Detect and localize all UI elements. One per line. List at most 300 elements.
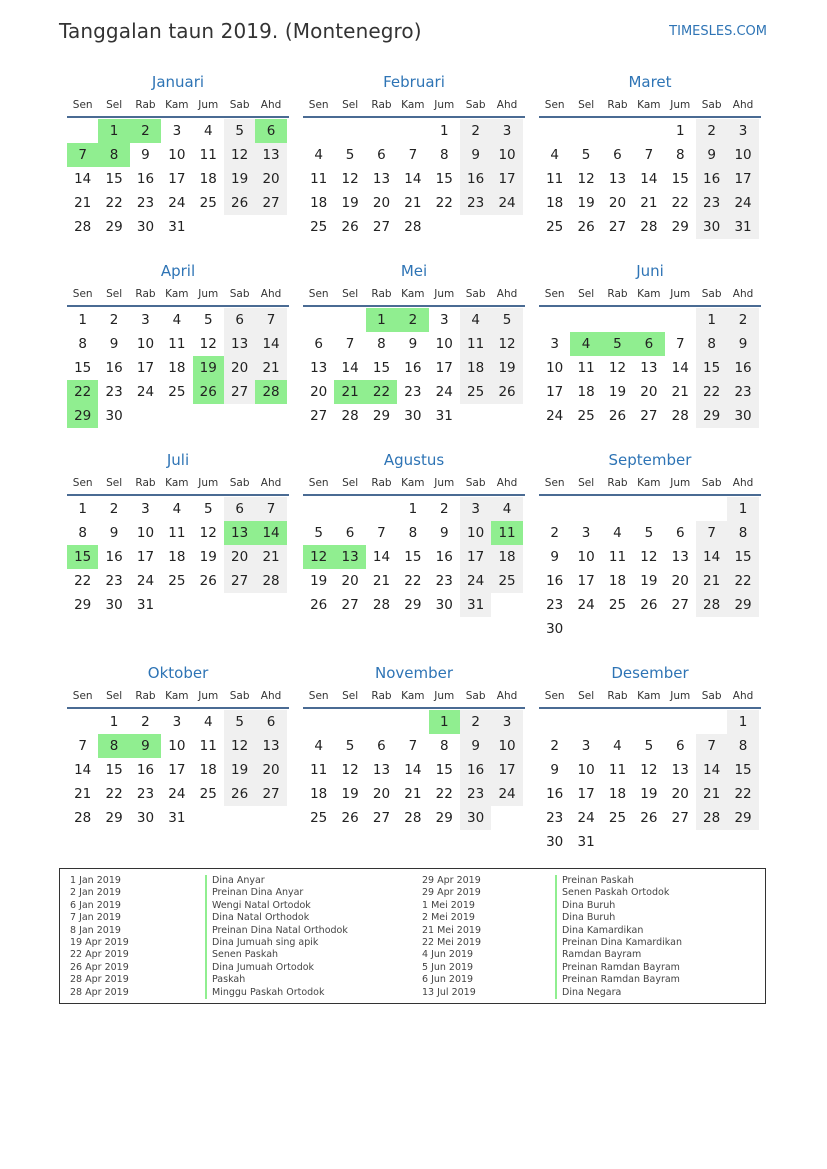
weekday-label: Sel <box>106 477 123 489</box>
day-cell: 9 <box>696 143 727 167</box>
day-cell: 27 <box>608 219 627 235</box>
weekday-label: Kam <box>401 99 425 111</box>
day-cell: 12 <box>640 549 658 565</box>
day-cell: 31 <box>727 215 758 239</box>
weekday-label: Jum <box>670 288 691 300</box>
day-cell: 4 <box>203 123 213 139</box>
weekday-header <box>303 283 525 307</box>
weekday-label: Sel <box>342 99 359 111</box>
day-cell: 17 <box>460 545 491 569</box>
month-title: Juni <box>636 262 664 280</box>
weekday-label: Sel <box>342 690 359 702</box>
weekday-label: Sen <box>544 99 565 111</box>
month-februari <box>303 70 525 239</box>
holiday-name: Dina Kamardikan <box>555 925 682 937</box>
day-cell: 16 <box>404 360 422 376</box>
weekday-label: Kam <box>401 477 425 489</box>
day-cell: 6 <box>613 147 622 163</box>
day-cell: 14 <box>640 171 658 187</box>
day-cell: 19 <box>640 573 658 589</box>
day-cell: 28 <box>696 806 727 830</box>
day-cell: 2 <box>696 119 727 143</box>
day-cell: 24 <box>727 191 758 215</box>
month-title: Januari <box>151 73 205 91</box>
holiday-day-cell: 5 <box>602 332 633 356</box>
day-cell: 28 <box>671 408 689 424</box>
holiday-name: Preinan Dina Anyar <box>205 887 348 899</box>
day-cell: 22 <box>727 569 758 593</box>
day-cell: 16 <box>105 549 123 565</box>
weekday-header <box>539 94 761 118</box>
weekday-label: Kam <box>165 477 189 489</box>
weekday-label: Ahd <box>496 99 518 111</box>
day-cell: 26 <box>199 573 217 589</box>
holiday-day-cell: 1 <box>366 308 397 332</box>
day-cell: 19 <box>224 758 255 782</box>
day-cell: 11 <box>460 332 491 356</box>
day-cell: 23 <box>105 573 123 589</box>
day-cell: 4 <box>203 714 213 730</box>
empty-cell <box>633 710 664 734</box>
holiday-day-cell: 29 <box>67 404 98 428</box>
day-cell: 19 <box>341 786 359 802</box>
day-cell: 3 <box>172 714 182 730</box>
day-cell: 25 <box>608 810 627 826</box>
day-cell: 13 <box>372 762 391 778</box>
day-cell: 14 <box>696 758 727 782</box>
day-cell: 21 <box>404 786 422 802</box>
day-cell: 30 <box>696 215 727 239</box>
month-juli <box>67 448 289 617</box>
weekday-label: Jum <box>434 288 455 300</box>
day-grid <box>67 710 289 830</box>
day-cell: 10 <box>577 762 595 778</box>
day-cell: 21 <box>696 569 727 593</box>
site-link[interactable]: TIMESLES.COM <box>669 24 767 39</box>
day-cell: 22 <box>435 786 453 802</box>
weekday-label: Kam <box>165 99 189 111</box>
empty-cell <box>602 710 633 734</box>
holiday-date: 21 Mei 2019 <box>422 924 481 936</box>
day-cell: 26 <box>224 191 255 215</box>
day-cell: 23 <box>460 782 491 806</box>
day-cell: 20 <box>372 786 391 802</box>
day-cell: 31 <box>577 834 595 850</box>
day-cell: 8 <box>675 147 685 163</box>
weekday-label: Sen <box>72 690 93 702</box>
holiday-date: 26 Apr 2019 <box>70 961 129 973</box>
day-cell: 6 <box>377 147 386 163</box>
day-cell: 21 <box>255 356 286 380</box>
holiday-name: Dina Buruh <box>555 912 682 924</box>
holiday-day-cell: 22 <box>67 380 98 404</box>
weekday-label: Kam <box>637 690 661 702</box>
day-cell: 22 <box>727 782 758 806</box>
day-cell: 15 <box>105 762 123 778</box>
day-cell: 18 <box>199 171 217 187</box>
day-cell: 11 <box>310 762 328 778</box>
day-cell: 18 <box>310 195 328 211</box>
holiday-date: 4 Jun 2019 <box>422 949 474 961</box>
weekday-label: Jum <box>198 690 219 702</box>
day-cell: 18 <box>546 195 564 211</box>
holiday-day-cell: 12 <box>303 545 334 569</box>
empty-cell <box>633 308 664 332</box>
day-cell: 1 <box>408 501 418 517</box>
weekday-label: Ahd <box>260 99 282 111</box>
day-cell: 13 <box>372 171 391 187</box>
weekday-label: Jum <box>434 477 455 489</box>
day-cell: 10 <box>727 143 758 167</box>
day-cell: 9 <box>109 336 119 352</box>
day-cell: 20 <box>671 573 689 589</box>
weekday-header <box>539 685 761 709</box>
empty-cell <box>602 497 633 521</box>
day-cell: 2 <box>460 119 491 143</box>
day-cell: 22 <box>105 195 123 211</box>
weekday-label: Sel <box>106 99 123 111</box>
day-cell: 24 <box>460 569 491 593</box>
day-cell: 3 <box>581 738 591 754</box>
month-september <box>539 448 761 641</box>
month-oktober <box>67 661 289 830</box>
holiday-name: Dina Jumuah Ortodok <box>205 962 348 974</box>
holiday-name: Wengi Natal Ortodok <box>205 900 348 912</box>
day-cell: 17 <box>491 758 522 782</box>
day-cell: 16 <box>696 167 727 191</box>
holiday-day-cell: 1 <box>429 710 460 734</box>
day-cell: 13 <box>671 549 689 565</box>
day-cell: 28 <box>404 219 422 235</box>
day-cell: 2 <box>460 710 491 734</box>
day-cell: 1 <box>696 308 727 332</box>
day-cell: 19 <box>310 573 328 589</box>
day-cell: 27 <box>224 380 255 404</box>
day-cell: 31 <box>168 810 186 826</box>
empty-cell <box>397 710 428 734</box>
day-cell: 31 <box>435 408 453 424</box>
weekday-label: Ahd <box>260 288 282 300</box>
page-title: Tanggalan taun 2019. (Montenegro) <box>59 19 422 43</box>
weekday-label: Rab <box>607 99 628 111</box>
day-cell: 3 <box>141 501 150 517</box>
holiday-date: 5 Jun 2019 <box>422 961 474 973</box>
holiday-day-cell: 6 <box>633 332 664 356</box>
day-cell: 29 <box>671 219 689 235</box>
day-cell: 30 <box>546 834 564 850</box>
day-cell: 27 <box>372 810 391 826</box>
weekday-label: Sab <box>701 99 722 111</box>
weekday-label: Jum <box>670 99 691 111</box>
weekday-label: Sab <box>465 99 486 111</box>
day-cell: 7 <box>408 738 418 754</box>
day-cell: 3 <box>172 123 182 139</box>
day-cell: 14 <box>671 360 689 376</box>
day-cell: 2 <box>550 738 559 754</box>
day-cell: 10 <box>136 525 155 541</box>
weekday-label: Sab <box>229 477 250 489</box>
day-cell: 7 <box>78 738 87 754</box>
day-cell: 5 <box>203 312 213 328</box>
weekday-label: Sen <box>72 477 93 489</box>
day-cell: 1 <box>78 501 87 517</box>
day-cell: 2 <box>109 312 119 328</box>
day-cell: 12 <box>224 734 255 758</box>
day-cell: 2 <box>439 501 449 517</box>
day-cell: 5 <box>224 119 255 143</box>
weekday-label: Rab <box>607 288 628 300</box>
day-grid <box>539 497 761 641</box>
day-cell: 15 <box>435 171 453 187</box>
day-cell: 7 <box>255 308 286 332</box>
day-cell: 11 <box>168 525 186 541</box>
day-cell: 6 <box>224 308 255 332</box>
day-cell: 3 <box>581 525 591 541</box>
weekday-label: Sen <box>544 690 565 702</box>
day-cell: 16 <box>546 786 564 802</box>
empty-cell <box>334 119 365 143</box>
weekday-label: Rab <box>371 99 392 111</box>
day-cell: 21 <box>372 573 391 589</box>
day-cell: 28 <box>74 219 92 235</box>
weekday-header <box>303 685 525 709</box>
day-cell: 10 <box>168 147 186 163</box>
day-cell: 6 <box>345 525 355 541</box>
day-cell: 26 <box>341 219 359 235</box>
day-cell: 29 <box>404 597 422 613</box>
day-grid <box>539 710 761 854</box>
month-title: September <box>608 451 692 469</box>
day-cell: 8 <box>78 336 87 352</box>
day-cell: 30 <box>404 408 422 424</box>
day-cell: 16 <box>460 167 491 191</box>
day-cell: 26 <box>640 810 658 826</box>
day-cell: 6 <box>255 710 286 734</box>
day-cell: 7 <box>696 521 727 545</box>
day-cell: 19 <box>224 167 255 191</box>
day-cell: 27 <box>224 569 255 593</box>
month-mei <box>303 259 525 428</box>
weekday-label: Ahd <box>732 99 754 111</box>
weekday-label: Sel <box>342 288 359 300</box>
holiday-date: 22 Apr 2019 <box>70 949 129 961</box>
day-cell: 30 <box>136 810 155 826</box>
weekday-label: Jum <box>670 690 691 702</box>
day-cell: 5 <box>345 738 355 754</box>
day-cell: 18 <box>168 360 186 376</box>
day-cell: 18 <box>491 545 522 569</box>
empty-cell <box>397 119 428 143</box>
day-cell: 27 <box>671 597 689 613</box>
day-cell: 10 <box>168 738 186 754</box>
day-cell: 3 <box>727 119 758 143</box>
day-cell: 12 <box>577 171 595 187</box>
weekday-label: Rab <box>371 690 392 702</box>
weekday-label: Rab <box>371 477 392 489</box>
weekday-label: Ahd <box>732 477 754 489</box>
weekday-label: Sab <box>465 288 486 300</box>
day-cell: 3 <box>491 119 522 143</box>
day-cell: 21 <box>671 384 689 400</box>
day-cell: 20 <box>341 573 359 589</box>
day-cell: 6 <box>314 336 323 352</box>
day-cell: 28 <box>74 810 92 826</box>
empty-cell <box>633 497 664 521</box>
day-cell: 11 <box>546 171 564 187</box>
day-grid <box>67 119 289 239</box>
weekday-label: Ahd <box>260 690 282 702</box>
day-cell: 20 <box>372 195 391 211</box>
day-cell: 6 <box>224 497 255 521</box>
empty-cell <box>366 710 397 734</box>
holiday-name: Preinan Dina Natal Orthodok <box>205 925 348 937</box>
holiday-name: Dina Jumuah sing apik <box>205 937 348 949</box>
day-grid <box>303 497 525 617</box>
day-cell: 9 <box>408 336 418 352</box>
day-cell: 15 <box>435 762 453 778</box>
month-title: November <box>374 664 454 682</box>
weekday-label: Sab <box>229 690 250 702</box>
day-cell: 30 <box>105 597 123 613</box>
weekday-label: Ahd <box>496 288 518 300</box>
month-title: Mei <box>400 262 428 280</box>
day-grid <box>303 710 525 830</box>
day-cell: 9 <box>439 525 449 541</box>
day-cell: 20 <box>224 545 255 569</box>
holiday-date: 2 Jan 2019 <box>70 887 121 899</box>
weekday-label: Ahd <box>732 288 754 300</box>
day-cell: 22 <box>435 195 453 211</box>
empty-cell <box>366 497 397 521</box>
day-cell: 10 <box>577 549 595 565</box>
weekday-label: Sel <box>578 99 595 111</box>
weekday-label: Kam <box>637 99 661 111</box>
day-cell: 28 <box>696 593 727 617</box>
holiday-day-cell: 26 <box>193 380 224 404</box>
day-grid <box>67 308 289 428</box>
day-cell: 27 <box>671 810 689 826</box>
weekday-label: Rab <box>135 288 156 300</box>
day-cell: 16 <box>460 758 491 782</box>
day-cell: 15 <box>105 171 123 187</box>
day-cell: 11 <box>608 549 627 565</box>
weekday-label: Sel <box>578 477 595 489</box>
weekday-label: Sab <box>701 288 722 300</box>
day-cell: 13 <box>608 171 627 187</box>
holiday-name: Paskah <box>205 974 348 986</box>
weekday-header <box>539 283 761 307</box>
weekday-label: Ahd <box>260 477 282 489</box>
weekday-label: Sab <box>701 477 722 489</box>
day-cell: 17 <box>546 384 564 400</box>
day-grid <box>303 308 525 428</box>
day-cell: 12 <box>199 525 217 541</box>
day-cell: 15 <box>727 758 758 782</box>
holiday-day-cell: 8 <box>98 143 129 167</box>
day-cell: 2 <box>141 714 150 730</box>
weekday-header <box>303 472 525 496</box>
day-cell: 10 <box>491 734 522 758</box>
day-cell: 29 <box>74 597 92 613</box>
legend-dates-left <box>70 875 129 999</box>
day-cell: 24 <box>546 408 564 424</box>
day-cell: 27 <box>255 782 286 806</box>
empty-cell <box>665 308 696 332</box>
day-cell: 6 <box>377 738 386 754</box>
holiday-date: 28 Apr 2019 <box>70 986 129 998</box>
day-cell: 27 <box>310 408 328 424</box>
day-cell: 1 <box>109 714 119 730</box>
day-cell: 28 <box>404 810 422 826</box>
day-cell: 30 <box>136 219 155 235</box>
holiday-legend <box>59 868 766 1004</box>
holiday-date: 6 Jun 2019 <box>422 974 474 986</box>
month-title: Oktober <box>147 664 209 682</box>
empty-cell <box>696 497 727 521</box>
day-cell: 17 <box>727 167 758 191</box>
holiday-day-cell: 2 <box>397 308 428 332</box>
day-cell: 30 <box>546 621 564 637</box>
day-cell: 19 <box>640 786 658 802</box>
holiday-day-cell: 2 <box>130 119 161 143</box>
weekday-label: Sab <box>701 690 722 702</box>
day-cell: 11 <box>168 336 186 352</box>
day-cell: 27 <box>341 597 359 613</box>
empty-cell <box>570 119 601 143</box>
day-cell: 21 <box>696 782 727 806</box>
weekday-label: Sel <box>106 690 123 702</box>
holiday-date: 19 Apr 2019 <box>70 936 129 948</box>
day-cell: 8 <box>408 525 418 541</box>
day-cell: 10 <box>136 336 155 352</box>
day-cell: 14 <box>404 762 422 778</box>
day-cell: 1 <box>78 312 87 328</box>
day-cell: 23 <box>435 573 453 589</box>
month-juni <box>539 259 761 428</box>
weekday-header <box>67 283 289 307</box>
holiday-day-cell: 28 <box>255 380 286 404</box>
day-cell: 4 <box>172 312 182 328</box>
empty-cell <box>334 710 365 734</box>
day-cell: 28 <box>341 408 359 424</box>
holiday-day-cell: 6 <box>255 119 286 143</box>
holiday-date: 1 Jan 2019 <box>70 875 121 886</box>
holiday-date: 29 Apr 2019 <box>422 875 481 886</box>
day-cell: 16 <box>727 356 758 380</box>
holiday-day-cell: 11 <box>491 521 522 545</box>
day-cell: 14 <box>74 762 92 778</box>
day-cell: 31 <box>460 593 491 617</box>
day-cell: 24 <box>491 191 522 215</box>
empty-cell <box>67 710 98 734</box>
weekday-label: Ahd <box>496 477 518 489</box>
holiday-day-cell: 1 <box>98 119 129 143</box>
weekday-label: Jum <box>434 99 455 111</box>
day-cell: 8 <box>727 521 758 545</box>
day-cell: 15 <box>404 549 422 565</box>
day-cell: 15 <box>671 171 689 187</box>
day-cell: 10 <box>460 521 491 545</box>
day-cell: 9 <box>109 525 119 541</box>
day-cell: 13 <box>255 143 286 167</box>
holiday-day-cell: 14 <box>255 521 286 545</box>
day-cell: 4 <box>460 308 491 332</box>
holiday-date: 6 Jan 2019 <box>70 899 121 911</box>
weekday-label: Jum <box>198 99 219 111</box>
day-cell: 11 <box>608 762 627 778</box>
day-cell: 12 <box>341 171 359 187</box>
day-cell: 4 <box>314 147 323 163</box>
